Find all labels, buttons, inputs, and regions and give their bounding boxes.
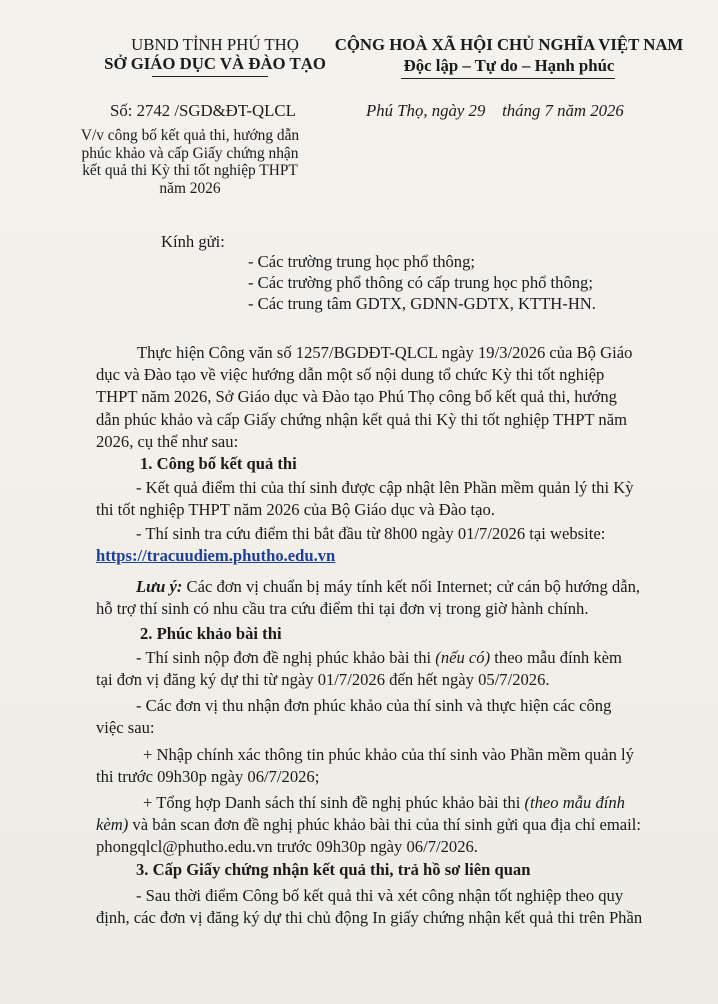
section3-text: định, các đơn vị đăng ký dự thi chủ động In giấy chứng nhận kết quả thi trên Phần <box>96 908 643 927</box>
section2-text: kèm) và bản scan đơn đề nghị phúc khảo bài thi của thí sinh gửi qua địa chỉ email: <box>96 815 641 834</box>
greeting: Kính gửi: <box>161 232 225 251</box>
section2-text: - Các đơn vị thu nhận đơn phúc khảo của thí sinh và thực hiện các công <box>136 696 612 715</box>
section-heading: 1. Công bố kết quả thi <box>140 454 297 473</box>
section2-text: thi trước 09h30p ngày 06/7/2026; <box>96 767 320 786</box>
agency-underline <box>152 76 268 77</box>
nation-motto: Độc lập – Tự do – Hạnh phúc <box>403 56 615 75</box>
section2-text: tại đơn vị đăng ký dự thi từ ngày 01/7/2026 đến hết ngày 05/7/2026. <box>96 670 550 689</box>
section-heading: 3. Cấp Giấy chứng nhận kết quả thi, trả hồ sơ liên quan <box>136 860 531 879</box>
intro-line: Thực hiện Công văn số 1257/BGDĐT-QLCL ngày 19/3/2026 của Bộ Giáo <box>137 343 633 362</box>
intro-line: THPT năm 2026, Sở Giáo dục và Đào tạo Phú Thọ công bố kết quả thi, hướng <box>96 387 617 406</box>
recipient-item: - Các trường trung học phổ thông; <box>248 252 475 271</box>
section1-text: - Kết quả điểm thi của thí sinh được cập nhật lên Phần mềm quản lý thi Kỳ <box>136 478 634 497</box>
section3-text: - Sau thời điểm Công bố kết quả thi và xét công nhận tốt nghiệp theo quy <box>136 886 624 905</box>
intro-line: dục và Đào tạo về việc hướng dẫn một số nội dung tổ chức Kỳ thi tốt nghiệp <box>96 365 605 384</box>
section-heading: 2. Phúc khảo bài thi <box>140 624 282 643</box>
section2-text: + Tổng hợp Danh sách thí sinh đề nghị phúc khảo bài thi (theo mẫu đính <box>143 793 625 812</box>
section2-text: - Thí sinh nộp đơn đề nghị phúc khảo bài thi (nếu có) theo mẫu đính kèm <box>136 648 622 667</box>
section1-text: thi tốt nghiệp THPT năm 2026 của Bộ Giáo dục và Đào tạo. <box>96 500 495 519</box>
section1-text: - Thí sinh tra cứu điểm thi bắt đầu từ 8h00 ngày 01/7/2026 tại website: <box>136 524 606 543</box>
section1-note: hỗ trợ thí sinh có nhu cầu tra cứu điểm thi tại đơn vị trong giờ hành chính. <box>96 599 589 618</box>
agency-parent: UBND TỈNH PHÚ THỌ <box>131 35 299 54</box>
recipient-item: - Các trung tâm GDTX, GDNN-GDTX, KTTH-HN. <box>248 294 596 313</box>
doc-number: Số: 2742 /SGD&ĐT-QLCL <box>110 101 296 120</box>
nation-title: CỘNG HOÀ XÃ HỘI CHỦ NGHĨA VIỆT NAM <box>334 35 684 54</box>
section1-note: Lưu ý: Các đơn vị chuẩn bị máy tính kết nối Internet; cử cán bộ hướng dẫn, <box>136 577 641 596</box>
results-website-link[interactable]: https://tracuudiem.phutho.edu.vn <box>96 546 336 565</box>
motto-underline <box>401 78 615 79</box>
intro-line: 2026, cụ thể như sau: <box>96 432 239 451</box>
document-subject: V/v công bố kết quả thi, hướng dẫn phúc khảo và cấp Giấy chứng nhận kết quả thi Kỳ thi tốt nghiệp THPT năm 2026 <box>80 127 300 197</box>
agency-name: SỞ GIÁO DỤC VÀ ĐÀO TẠO <box>104 54 326 73</box>
intro-line: dẫn phúc khảo và cấp Giấy chứng nhận kết quả thi Kỳ thi tốt nghiệp THPT năm <box>96 410 627 429</box>
section2-text: + Nhập chính xác thông tin phúc khảo của thí sinh vào Phần mềm quản lý <box>143 745 634 764</box>
recipient-item: - Các trường phổ thông có cấp trung học phổ thông; <box>248 273 593 292</box>
place-date: Phú Thọ, ngày 29 tháng 7 năm 2026 <box>366 101 624 120</box>
section2-email: phongqlcl@phutho.edu.vn trước 09h30p ngày 06/7/2026. <box>96 837 478 856</box>
section2-text: việc sau: <box>96 718 155 737</box>
